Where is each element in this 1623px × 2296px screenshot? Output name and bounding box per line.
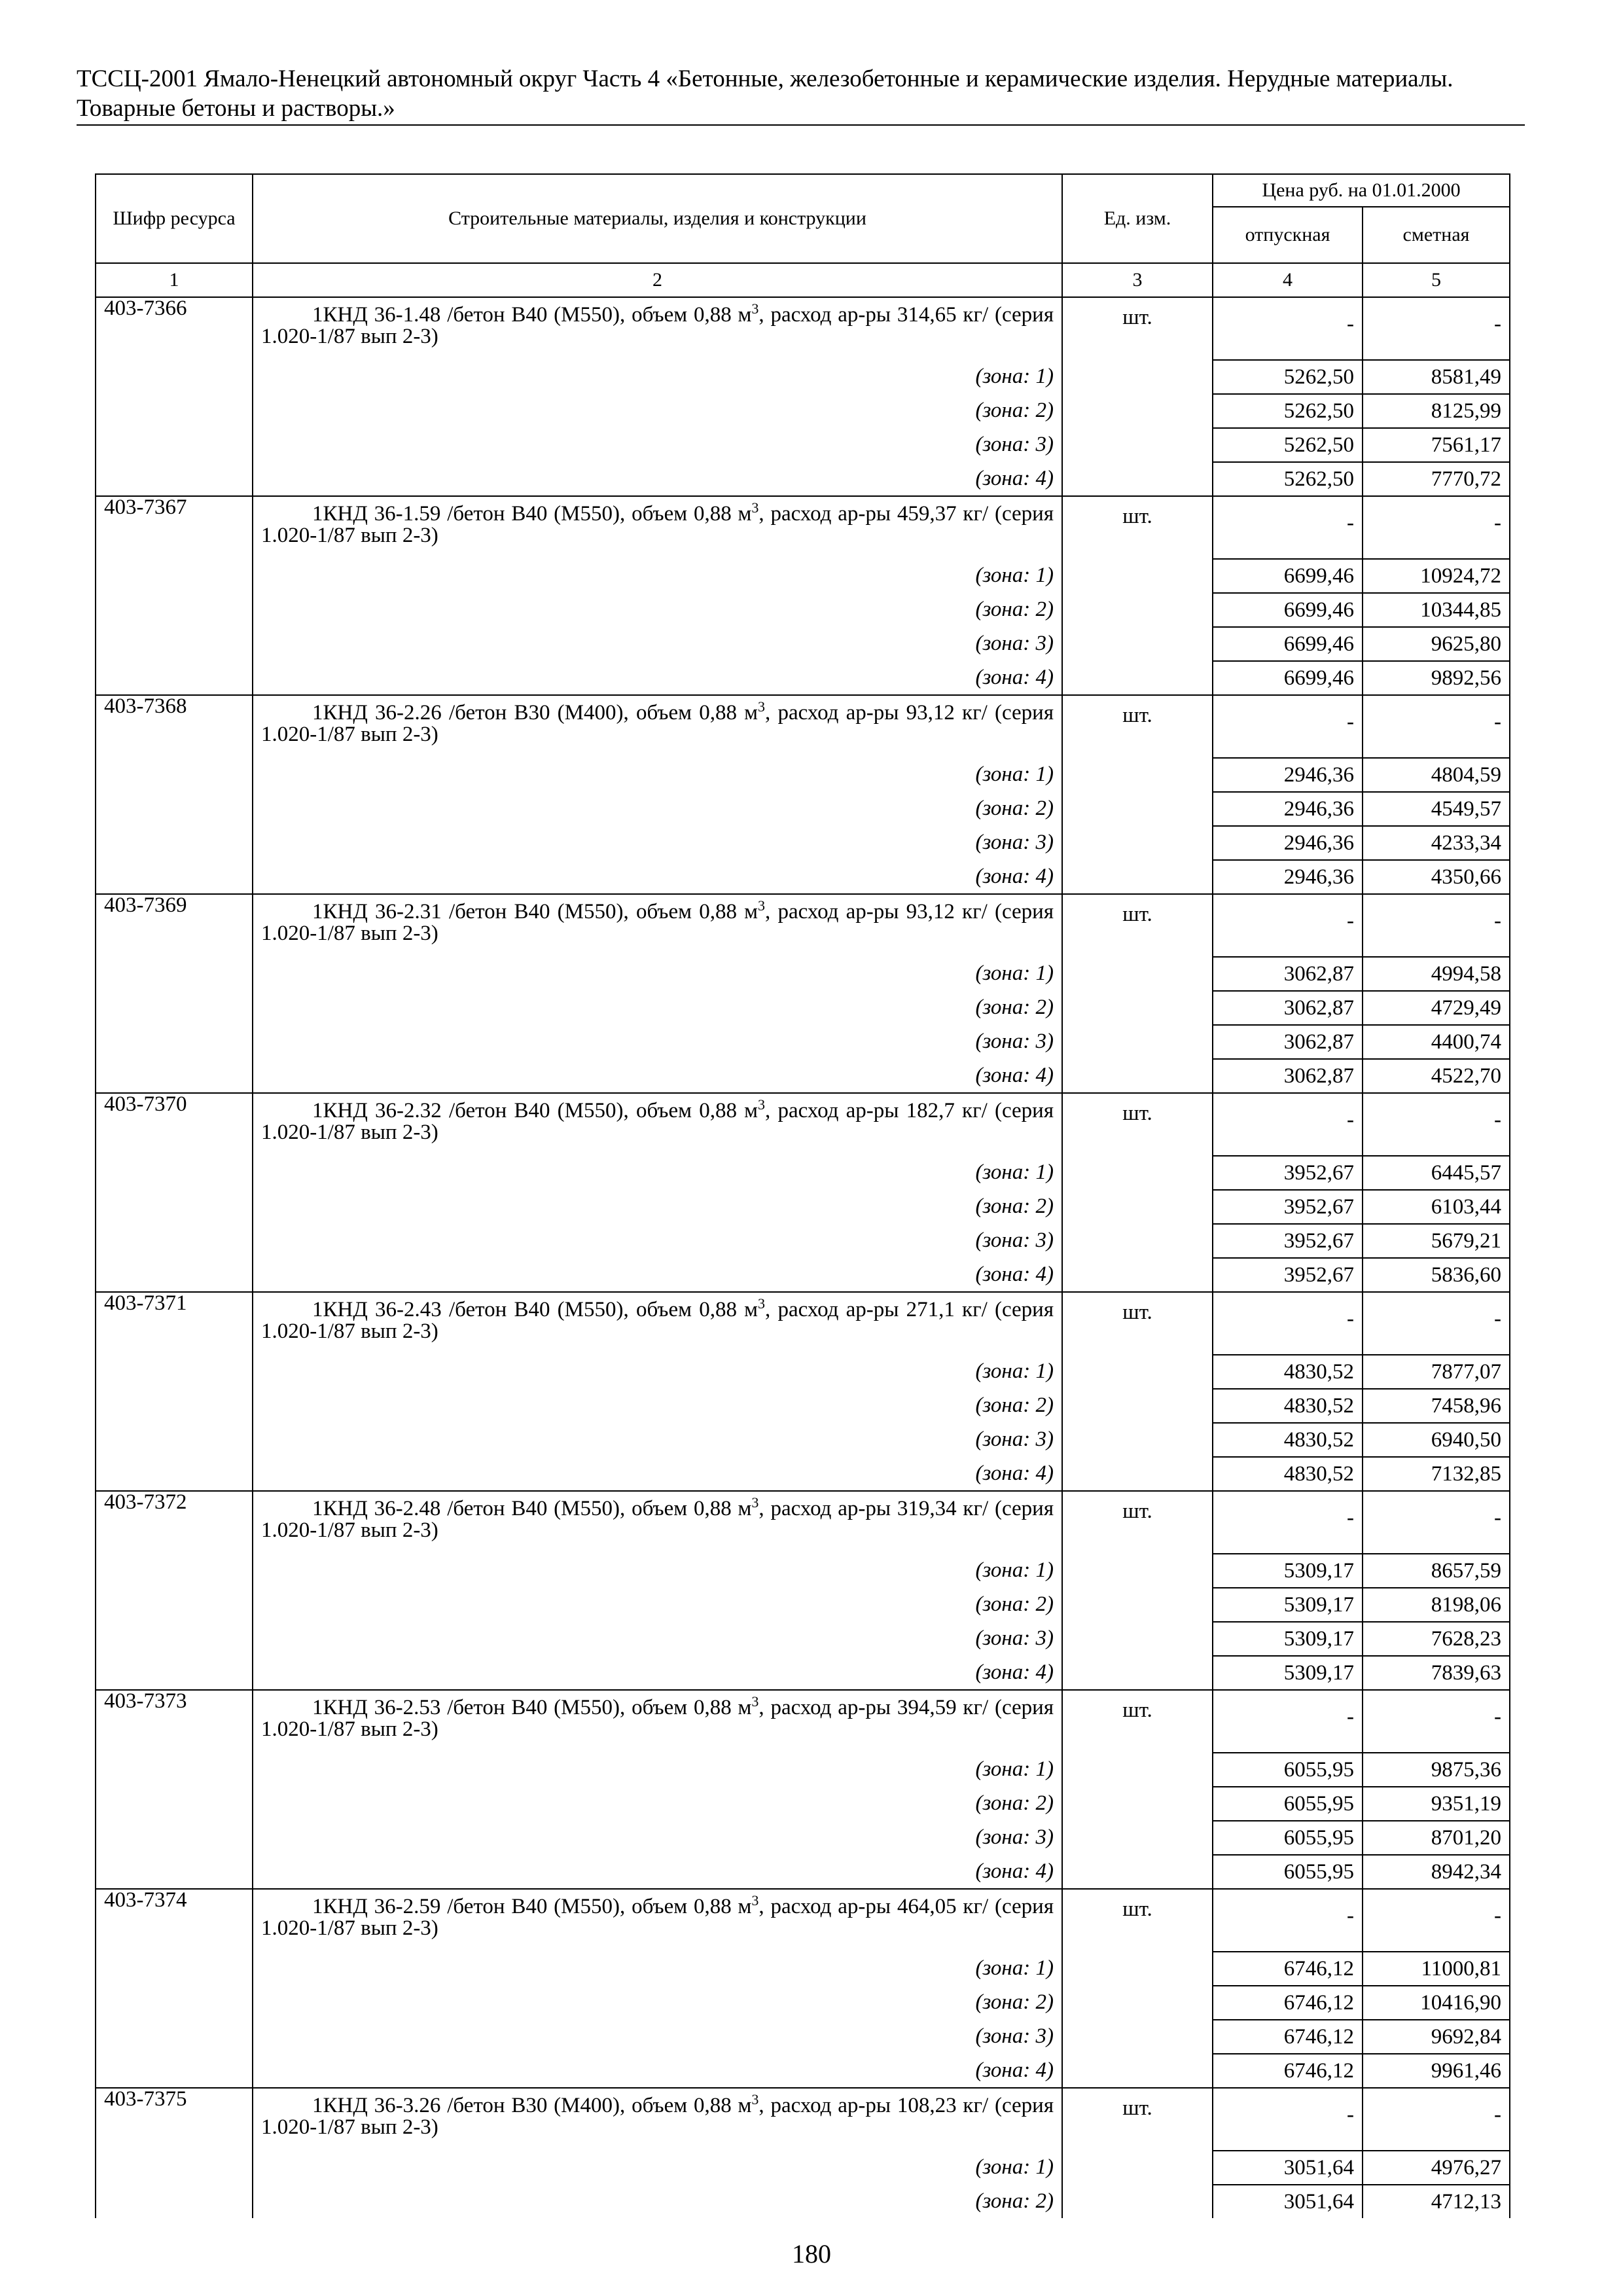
zone-label: (зона: 3)	[253, 1821, 1062, 1855]
table-row	[96, 496, 1510, 559]
release-price: -	[1213, 695, 1363, 758]
table-row	[96, 2088, 1510, 2151]
zone-release-price: 6055,95	[1213, 1753, 1363, 1787]
zone-release-price: 6699,46	[1213, 559, 1363, 593]
estimate-price: -	[1363, 2088, 1510, 2151]
zone-estimate-price: 7628,23	[1363, 1622, 1510, 1656]
estimate-price: -	[1363, 1093, 1510, 1156]
material-description	[253, 2088, 1062, 2151]
zone-release-price: 3952,67	[1213, 1156, 1363, 1190]
col-number: 1	[96, 263, 253, 297]
zone-label: (зона: 2)	[253, 1986, 1062, 2020]
col-header-unit: Ед. изм.	[1062, 174, 1213, 263]
release-price: -	[1213, 1491, 1363, 1554]
material-name: 1КНД 36-2.43 /бетон В40 (М550), объем 0,88 $м^3$, расход ар-ры 271,1 кг/ (серия 1.020-1/87 вып 2-3)	[261, 1295, 1054, 1343]
zone-label: (зона: 3)	[253, 2020, 1062, 2054]
zone-release-price: 3952,67	[1213, 1224, 1363, 1258]
unit-of-measure: шт.	[1062, 2088, 1213, 2218]
zone-label: (зона: 1)	[253, 1554, 1062, 1588]
zone-row	[96, 1753, 1510, 1787]
zone-estimate-price: 7877,07	[1363, 1355, 1510, 1389]
zone-label: (зона: 1)	[253, 1355, 1062, 1389]
unit-of-measure: шт.	[1062, 1690, 1213, 1889]
resource-code: 403-7371	[96, 1292, 253, 1491]
release-price: -	[1213, 894, 1363, 957]
page-number: 180	[792, 2239, 831, 2269]
zone-estimate-price: 4549,57	[1363, 792, 1510, 826]
material-name: 1КНД 36-1.48 /бетон В40 (М550), объем 0,88 $м^3$, расход ар-ры 314,65 кг/ (серия 1.020-1/87 вып 2-3)	[261, 300, 1054, 348]
zone-estimate-price: 4729,49	[1363, 991, 1510, 1025]
zone-estimate-price: 5679,21	[1363, 1224, 1510, 1258]
zone-row	[96, 1224, 1510, 1258]
zone-row	[96, 1554, 1510, 1588]
zone-label: (зона: 2)	[253, 593, 1062, 627]
zone-release-price: 6746,12	[1213, 2020, 1363, 2054]
material-description	[253, 1292, 1062, 1355]
zone-label: (зона: 1)	[253, 559, 1062, 593]
zone-estimate-price: 4400,74	[1363, 1025, 1510, 1059]
zone-release-price: 3062,87	[1213, 957, 1363, 991]
zone-estimate-price: 9875,36	[1363, 1753, 1510, 1787]
resource-code: 403-7370	[96, 1093, 253, 1292]
zone-row	[96, 2151, 1510, 2185]
resource-code: 403-7368	[96, 695, 253, 894]
zone-label: (зона: 3)	[253, 627, 1062, 661]
estimate-price: -	[1363, 496, 1510, 559]
release-price: -	[1213, 2088, 1363, 2151]
zone-row	[96, 1588, 1510, 1622]
resource-code: 403-7374	[96, 1889, 253, 2088]
zone-release-price: 5262,50	[1213, 428, 1363, 462]
zone-row	[96, 428, 1510, 462]
estimate-price: -	[1363, 1889, 1510, 1952]
zone-label: (зона: 4)	[253, 661, 1062, 695]
zone-label: (зона: 4)	[253, 1258, 1062, 1292]
zone-row	[96, 1622, 1510, 1656]
zone-row	[96, 826, 1510, 860]
material-description	[253, 695, 1062, 758]
material-description	[253, 1690, 1062, 1753]
zone-row	[96, 1855, 1510, 1889]
zone-release-price: 5309,17	[1213, 1554, 1363, 1588]
zone-row	[96, 1457, 1510, 1491]
material-description	[253, 297, 1062, 360]
zone-estimate-price: 4976,27	[1363, 2151, 1510, 2185]
zone-release-price: 3952,67	[1213, 1190, 1363, 1224]
zone-estimate-price: 7839,63	[1363, 1656, 1510, 1690]
material-description	[253, 1491, 1062, 1554]
zone-row	[96, 957, 1510, 991]
resource-code: 403-7373	[96, 1690, 253, 1889]
zone-row	[96, 661, 1510, 695]
zone-estimate-price: 8198,06	[1363, 1588, 1510, 1622]
zone-release-price: 3062,87	[1213, 1059, 1363, 1093]
zone-estimate-price: 8942,34	[1363, 1855, 1510, 1889]
resource-code: 403-7366	[96, 297, 253, 496]
release-price: -	[1213, 1889, 1363, 1952]
zone-estimate-price: 7132,85	[1363, 1457, 1510, 1491]
zone-row	[96, 1258, 1510, 1292]
material-name: 1КНД 36-1.59 /бетон В40 (М550), объем 0,88 $м^3$, расход ар-ры 459,37 кг/ (серия 1.020-1/87 вып 2-3)	[261, 499, 1054, 547]
table-row	[96, 297, 1510, 360]
estimate-price: -	[1363, 695, 1510, 758]
zone-row	[96, 1952, 1510, 1986]
zone-row	[96, 860, 1510, 894]
resource-code: 403-7372	[96, 1491, 253, 1690]
material-description	[253, 1889, 1062, 1952]
estimate-price: -	[1363, 1292, 1510, 1355]
resource-code: 403-7367	[96, 496, 253, 695]
col-header-code: Шифр ресурса	[96, 174, 253, 263]
zone-row	[96, 394, 1510, 428]
material-name: 1КНД 36-2.53 /бетон В40 (М550), объем 0,88 $м^3$, расход ар-ры 394,59 кг/ (серия 1.020-1/87 вып 2-3)	[261, 1693, 1054, 1741]
zone-release-price: 4830,52	[1213, 1355, 1363, 1389]
col-number: 3	[1062, 263, 1213, 297]
header-line-1: ТССЦ-2001 Ямало-Ненецкий автономный округ Часть 4 «Бетонные, железобетонные и керамические изделия. Нерудные материалы.	[77, 65, 1454, 92]
price-table	[95, 173, 1510, 2218]
zone-label: (зона: 3)	[253, 1423, 1062, 1457]
zone-release-price: 2946,36	[1213, 826, 1363, 860]
zone-estimate-price: 9892,56	[1363, 661, 1510, 695]
table-row	[96, 1292, 1510, 1355]
zone-estimate-price: 4350,66	[1363, 860, 1510, 894]
zone-label: (зона: 4)	[253, 462, 1062, 496]
zone-release-price: 3952,67	[1213, 1258, 1363, 1292]
zone-release-price: 5262,50	[1213, 462, 1363, 496]
zone-label: (зона: 4)	[253, 2054, 1062, 2088]
col-number: 5	[1363, 263, 1510, 297]
zone-label: (зона: 1)	[253, 957, 1062, 991]
zone-estimate-price: 5836,60	[1363, 1258, 1510, 1292]
zone-label: (зона: 1)	[253, 758, 1062, 792]
zone-release-price: 6699,46	[1213, 627, 1363, 661]
zone-label: (зона: 4)	[253, 1656, 1062, 1690]
release-price: -	[1213, 1093, 1363, 1156]
zone-row	[96, 1059, 1510, 1093]
zone-estimate-price: 4522,70	[1363, 1059, 1510, 1093]
zone-release-price: 6746,12	[1213, 1952, 1363, 1986]
zone-estimate-price: 6940,50	[1363, 1423, 1510, 1457]
zone-row	[96, 593, 1510, 627]
zone-label: (зона: 3)	[253, 826, 1062, 860]
zone-row	[96, 360, 1510, 394]
col-number: 2	[253, 263, 1062, 297]
col-header-name: Строительные материалы, изделия и конструкции	[253, 174, 1062, 263]
zone-row	[96, 559, 1510, 593]
material-description	[253, 1093, 1062, 1156]
zone-row	[96, 2054, 1510, 2088]
zone-row	[96, 627, 1510, 661]
zone-release-price: 6699,46	[1213, 661, 1363, 695]
zone-row	[96, 1355, 1510, 1389]
unit-of-measure: шт.	[1062, 695, 1213, 894]
zone-label: (зона: 1)	[253, 1753, 1062, 1787]
table-row	[96, 1093, 1510, 1156]
resource-code: 403-7375	[96, 2088, 253, 2218]
zone-release-price: 4830,52	[1213, 1389, 1363, 1423]
col-header-price: Цена руб. на 01.01.2000	[1213, 174, 1510, 207]
zone-release-price: 4830,52	[1213, 1423, 1363, 1457]
col-header-release: отпускная	[1213, 207, 1363, 263]
estimate-price: -	[1363, 1491, 1510, 1554]
zone-row	[96, 1190, 1510, 1224]
zone-release-price: 5309,17	[1213, 1656, 1363, 1690]
zone-estimate-price: 8581,49	[1363, 360, 1510, 394]
zone-row	[96, 1821, 1510, 1855]
col-header-estimate: сметная	[1363, 207, 1510, 263]
zone-label: (зона: 4)	[253, 1059, 1062, 1093]
zone-release-price: 2946,36	[1213, 792, 1363, 826]
zone-label: (зона: 2)	[253, 792, 1062, 826]
zone-row	[96, 462, 1510, 496]
zone-estimate-price: 9351,19	[1363, 1787, 1510, 1821]
zone-label: (зона: 4)	[253, 1457, 1062, 1491]
zone-label: (зона: 4)	[253, 860, 1062, 894]
zone-release-price: 4830,52	[1213, 1457, 1363, 1491]
zone-release-price: 3062,87	[1213, 991, 1363, 1025]
zone-estimate-price: 7561,17	[1363, 428, 1510, 462]
zone-label: (зона: 2)	[253, 991, 1062, 1025]
material-name: 1КНД 36-2.32 /бетон В40 (М550), объем 0,88 $м^3$, расход ар-ры 182,7 кг/ (серия 1.020-1/87 вып 2-3)	[261, 1096, 1054, 1144]
table-row	[96, 894, 1510, 957]
zone-release-price: 5262,50	[1213, 394, 1363, 428]
zone-estimate-price: 9961,46	[1363, 2054, 1510, 2088]
estimate-price: -	[1363, 297, 1510, 360]
zone-row	[96, 1656, 1510, 1690]
zone-row	[96, 1156, 1510, 1190]
zone-estimate-price: 8657,59	[1363, 1554, 1510, 1588]
zone-release-price: 3051,64	[1213, 2185, 1363, 2218]
header-line-2: Товарные бетоны и растворы.»	[77, 95, 395, 122]
material-name: 1КНД 36-2.31 /бетон В40 (М550), объем 0,88 $м^3$, расход ар-ры 93,12 кг/ (серия 1.020-1/87 вып 2-3)	[261, 897, 1054, 945]
zone-label: (зона: 4)	[253, 1855, 1062, 1889]
zone-row	[96, 1787, 1510, 1821]
material-name: 1КНД 36-3.26 /бетон В30 (М400), объем 0,88 $м^3$, расход ар-ры 108,23 кг/ (серия 1.020-1/87 вып 2-3)	[261, 2091, 1054, 2139]
zone-row	[96, 1025, 1510, 1059]
zone-estimate-price: 4712,13	[1363, 2185, 1510, 2218]
zone-label: (зона: 3)	[253, 1622, 1062, 1656]
unit-of-measure: шт.	[1062, 297, 1213, 496]
zone-label: (зона: 1)	[253, 1156, 1062, 1190]
release-price: -	[1213, 496, 1363, 559]
zone-release-price: 5309,17	[1213, 1588, 1363, 1622]
release-price: -	[1213, 1292, 1363, 1355]
zone-label: (зона: 2)	[253, 1588, 1062, 1622]
zone-release-price: 6746,12	[1213, 1986, 1363, 2020]
zone-label: (зона: 2)	[253, 1389, 1062, 1423]
zone-estimate-price: 4233,34	[1363, 826, 1510, 860]
zone-release-price: 6055,95	[1213, 1821, 1363, 1855]
zone-label: (зона: 2)	[253, 394, 1062, 428]
zone-release-price: 3051,64	[1213, 2151, 1363, 2185]
zone-release-price: 2946,36	[1213, 758, 1363, 792]
table-body	[96, 297, 1510, 2218]
zone-estimate-price: 10924,72	[1363, 559, 1510, 593]
zone-release-price: 5309,17	[1213, 1622, 1363, 1656]
resource-code: 403-7369	[96, 894, 253, 1093]
zone-row	[96, 758, 1510, 792]
zone-release-price: 2946,36	[1213, 860, 1363, 894]
material-name: 1КНД 36-2.59 /бетон В40 (М550), объем 0,88 $м^3$, расход ар-ры 464,05 кг/ (серия 1.020-1/87 вып 2-3)	[261, 1892, 1054, 1940]
zone-estimate-price: 6445,57	[1363, 1156, 1510, 1190]
col-number: 4	[1213, 263, 1363, 297]
zone-estimate-price: 7770,72	[1363, 462, 1510, 496]
zone-row	[96, 2020, 1510, 2054]
table-row	[96, 1690, 1510, 1753]
zone-row	[96, 1423, 1510, 1457]
zone-estimate-price: 4804,59	[1363, 758, 1510, 792]
zone-release-price: 6699,46	[1213, 593, 1363, 627]
unit-of-measure: шт.	[1062, 496, 1213, 695]
zone-release-price: 5262,50	[1213, 360, 1363, 394]
material-name: 1КНД 36-2.26 /бетон В30 (М400), объем 0,88 $м^3$, расход ар-ры 93,12 кг/ (серия 1.020-1/87 вып 2-3)	[261, 698, 1054, 746]
table-row	[96, 695, 1510, 758]
estimate-price: -	[1363, 894, 1510, 957]
material-description	[253, 894, 1062, 957]
zone-label: (зона: 2)	[253, 1190, 1062, 1224]
material-name: 1КНД 36-2.48 /бетон В40 (М550), объем 0,88 $м^3$, расход ар-ры 319,34 кг/ (серия 1.020-1/87 вып 2-3)	[261, 1494, 1054, 1542]
zone-label: (зона: 1)	[253, 2151, 1062, 2185]
zone-release-price: 3062,87	[1213, 1025, 1363, 1059]
unit-of-measure: шт.	[1062, 894, 1213, 1093]
unit-of-measure: шт.	[1062, 1093, 1213, 1292]
zone-label: (зона: 1)	[253, 360, 1062, 394]
zone-label: (зона: 3)	[253, 428, 1062, 462]
zone-label: (зона: 2)	[253, 2185, 1062, 2218]
document-header	[77, 64, 1525, 126]
material-description	[253, 496, 1062, 559]
unit-of-measure: шт.	[1062, 1491, 1213, 1690]
zone-row	[96, 2185, 1510, 2218]
zone-estimate-price: 9692,84	[1363, 2020, 1510, 2054]
zone-label: (зона: 3)	[253, 1224, 1062, 1258]
zone-row	[96, 1986, 1510, 2020]
estimate-price: -	[1363, 1690, 1510, 1753]
zone-row	[96, 1389, 1510, 1423]
release-price: -	[1213, 297, 1363, 360]
zone-estimate-price: 4994,58	[1363, 957, 1510, 991]
zone-estimate-price: 6103,44	[1363, 1190, 1510, 1224]
release-price: -	[1213, 1690, 1363, 1753]
zone-label: (зона: 1)	[253, 1952, 1062, 1986]
zone-estimate-price: 8701,20	[1363, 1821, 1510, 1855]
zone-estimate-price: 10344,85	[1363, 593, 1510, 627]
table-row	[96, 1491, 1510, 1554]
zone-estimate-price: 11000,81	[1363, 1952, 1510, 1986]
zone-release-price: 6746,12	[1213, 2054, 1363, 2088]
zone-estimate-price: 9625,80	[1363, 627, 1510, 661]
unit-of-measure: шт.	[1062, 1889, 1213, 2088]
unit-of-measure: шт.	[1062, 1292, 1213, 1491]
zone-label: (зона: 2)	[253, 1787, 1062, 1821]
zone-estimate-price: 8125,99	[1363, 394, 1510, 428]
zone-label: (зона: 3)	[253, 1025, 1062, 1059]
zone-estimate-price: 10416,90	[1363, 1986, 1510, 2020]
zone-release-price: 6055,95	[1213, 1787, 1363, 1821]
zone-release-price: 6055,95	[1213, 1855, 1363, 1889]
zone-row	[96, 792, 1510, 826]
zone-row	[96, 991, 1510, 1025]
table-row	[96, 1889, 1510, 1952]
zone-estimate-price: 7458,96	[1363, 1389, 1510, 1423]
